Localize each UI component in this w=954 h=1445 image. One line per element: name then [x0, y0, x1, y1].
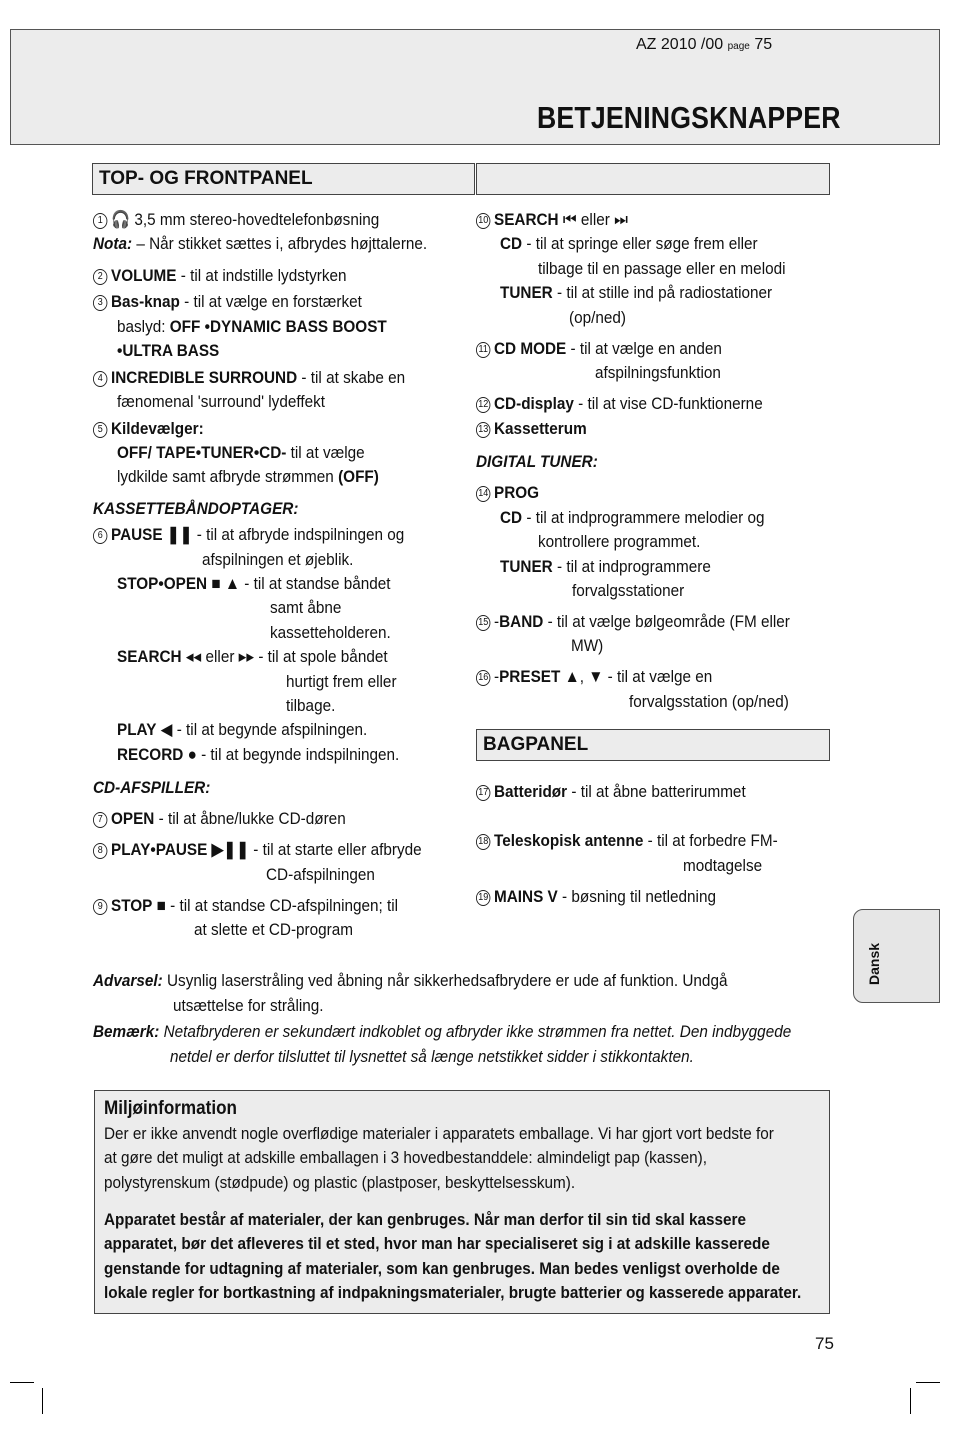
search-tape-cont: hurtigt frem eller [286, 672, 397, 691]
nota-line: Nota: – Når stikket sættes i, afbrydes højttalerne. [93, 234, 428, 253]
search-tape-cont2: tilbage. [286, 696, 336, 715]
up-down-icon: ▲, ▼ [564, 667, 604, 686]
crop-mark [910, 1388, 911, 1414]
section-header-empty [476, 163, 830, 195]
fastforward-icon: ▸▸ [238, 647, 255, 666]
play-line: PLAY ◀ - til at begynde afspilningen. [117, 720, 368, 739]
stop-open-cont2: kassetteholderen. [270, 623, 391, 642]
item-14-cd: CD - til at indprogrammere melodier og [500, 508, 765, 527]
stop-open-line: STOP•OPEN ■ ▲ - til at standse båndet [117, 574, 391, 593]
item-8: 8 PLAY•PAUSE ▶❚❚ - til at starte eller afbryde [93, 838, 422, 862]
item-8-cont: CD-afspilningen [266, 865, 375, 884]
item-14-tuner-cont: forvalgsstationer [572, 581, 685, 600]
section-header-bagpanel: BAGPANEL [476, 729, 830, 761]
item-11-cont: afspilningsfunktion [595, 363, 721, 382]
environment-p2-line3: genstande for udtagning af materialer, som kan genbruges. Man bedes venligst overholde de [104, 1259, 780, 1278]
item-10-tuner: TUNER - til at stille ind på radiostationer [500, 283, 773, 302]
item-10-cd-cont: tilbage til en passage eller en melodi [538, 259, 786, 278]
item-16: 16 -PRESET ▲, ▼ - til at vælge en [476, 665, 712, 689]
language-tab-label: Dansk [866, 942, 882, 985]
item-1: 1 🎧 3,5 mm stereo-hovedtelefonbøsning [93, 208, 379, 232]
advarsel-line-2: utsættelse for stråling. [173, 996, 324, 1015]
item-11: 11 CD MODE - til at vælge en anden [476, 337, 722, 361]
subhead-kassette: KASSETTEBÅNDOPTAGER: [93, 499, 299, 518]
skip-back-icon: ⏮ [562, 210, 577, 229]
rewind-icon: ◂◂ [185, 647, 202, 666]
bemaerk-line-1: Bemærk: Netafbryderen er sekundært indkoblet og afbryder ikke strømmen fra nettet. Den indbyggede [93, 1022, 792, 1041]
record-line: RECORD ● - til at begynde indspilningen. [117, 745, 400, 764]
item-5-cont: OFF/ TAPE•TUNER•CD- til at vælge [117, 443, 365, 462]
page-title: BETJENINGSKNAPPER [537, 100, 841, 135]
item-3-cont: baslyd: OFF •DYNAMIC BASS BOOST [117, 317, 387, 336]
environment-p1-line2: at gøre det muligt at adskille emballagen i 3 hovedbestanddele: almindeligt pap (kassen), [104, 1148, 708, 1167]
record-icon: ● [187, 745, 197, 764]
crop-mark [10, 1382, 34, 1383]
pause-icon: ❚❚ [166, 525, 193, 544]
subhead-digital-tuner: DIGITAL TUNER: [476, 452, 598, 471]
item-15: 15 -BAND - til at vælge bølgeområde (FM eller [476, 610, 790, 634]
environment-title: Miljøinformation [104, 1098, 237, 1119]
environment-p2-line4: lokale regler for bortkastning af indpakningsmaterialer, brugte batterier og kasserede apparater. [104, 1283, 802, 1302]
environment-p2-line2: apparatet, bør det afleveres til et sted, hvor man har specialiseret sig i at adskille kasserede [104, 1234, 770, 1253]
crop-mark [916, 1382, 940, 1383]
item-10-tuner-cont: (op/ned) [569, 308, 626, 327]
item-7: 7 OPEN - til at åbne/lukke CD-døren [93, 807, 346, 831]
item-10-cd: CD - til at springe eller søge frem eller [500, 234, 758, 253]
item-4: 4 INCREDIBLE SURROUND - til at skabe en [93, 366, 405, 390]
item-6: 6 PAUSE ❚❚ - til at afbryde indspilningen og [93, 523, 404, 547]
item-14-tuner: TUNER - til at indprogrammere [500, 557, 711, 576]
item-19: 19 MAINS V - bøsning til netledning [476, 885, 716, 909]
headphone-icon: 🎧 [111, 210, 131, 229]
item-13: 13 Kassetterum [476, 417, 587, 441]
stop-icon: ■ [156, 896, 166, 915]
subhead-cd: CD-AFSPILLER: [93, 778, 211, 797]
item-14: 14 PROG [476, 481, 539, 505]
model-label: AZ 2010 /00 page 75 [636, 36, 773, 53]
item-15-cont: MW) [571, 636, 604, 655]
environment-p1-line3: polystyrenskum (stødpude) og plastic (plastposer, beskyttelsesskum). [104, 1173, 576, 1192]
environment-p2-line1: Apparatet består af materialer, der kan genbruges. Når man derfor til sin tid skal kassere [104, 1210, 746, 1229]
item-17: 17 Batteridør - til at åbne batterirummet [476, 780, 746, 804]
crop-mark [42, 1388, 43, 1414]
item-16-cont: forvalgsstation (op/ned) [629, 692, 789, 711]
stop-open-cont: samt åbne [270, 598, 342, 617]
search-tape-line: SEARCH ◂◂ eller ▸▸ - til at spole båndet [117, 647, 388, 666]
environment-p1-line1: Der er ikke anvendt nogle overflødige materialer i apparatets emballage. Vi har gjort vort bedste for [104, 1124, 774, 1143]
item-2: 2 VOLUME - til at indstille lydstyrken [93, 264, 347, 288]
item-12: 12 CD-display - til at vise CD-funktionerne [476, 392, 763, 416]
item-9-cont: at slette et CD-program [194, 920, 354, 939]
item-5: 5 Kildevælger: [93, 417, 204, 441]
skip-forward-icon: ⏭ [614, 210, 628, 229]
item-18: 18 Teleskopisk antenne - til at forbedre FM- [476, 829, 778, 853]
section-header-top-front: TOP- OG FRONTPANEL [92, 163, 475, 195]
page-number: 75 [815, 1334, 834, 1353]
item-3: 3 Bas-knap - til at vælge en forstærket [93, 290, 362, 314]
item-6-cont: afspilningen et øjeblik. [202, 550, 354, 569]
item-10: 10 SEARCH ⏮ eller ⏭ [476, 208, 628, 232]
item-3-cont2: •ULTRA BASS [117, 341, 220, 360]
item-5-cont2: lydkilde samt afbryde strømmen (OFF) [117, 467, 379, 486]
play-left-icon: ◀ [160, 720, 173, 739]
advarsel-line-1: Advarsel: Usynlig laserstråling ved åbning når sikkerhedsafbrydere er ude af funktion. Undgå [93, 971, 728, 990]
item-4-cont: fænomenal 'surround' lydeffekt [117, 392, 325, 411]
item-9: 9 STOP ■ - til at standse CD-afspilningen; til [93, 894, 398, 918]
bemaerk-line-2: netdel er derfor tilsluttet til lysnettet så længe netstikket sidder i stikkontakten. [170, 1047, 694, 1066]
play-pause-icon: ▶❚❚ [211, 840, 250, 859]
item-14-cd-cont: kontrollere programmet. [538, 532, 701, 551]
item-18-cont: modtagelse [683, 856, 763, 875]
stop-eject-icon: ■ ▲ [211, 574, 241, 593]
